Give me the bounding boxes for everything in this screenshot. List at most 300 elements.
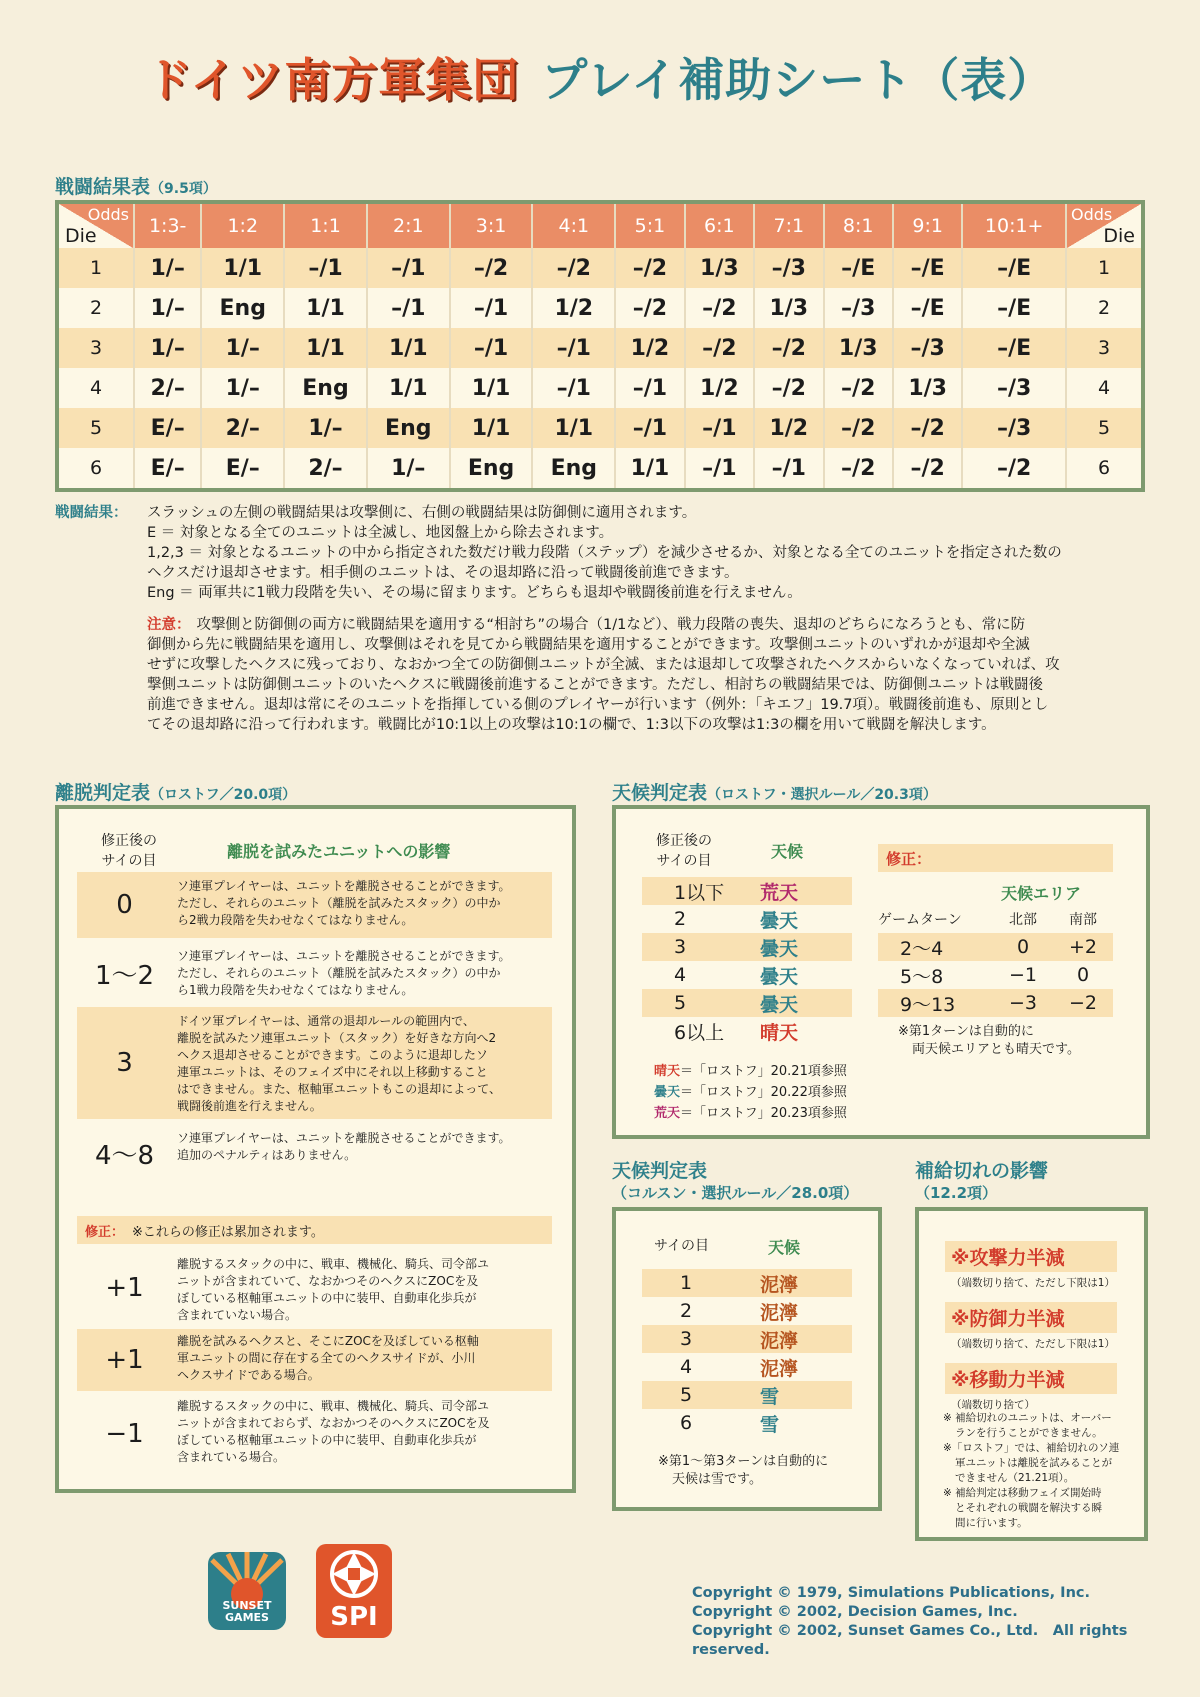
wr-mod-band: [878, 844, 1113, 872]
crt-result-cell: 1/1: [450, 368, 533, 408]
crt-corner-right: [1066, 202, 1143, 248]
crt-result-cell: Eng: [450, 448, 533, 490]
odds-column-7: 5:1: [615, 202, 684, 248]
disengage-mod-line: ニットが含まれていて、なおかつそのヘクスにZOCを及: [177, 1274, 479, 1288]
crt-result-cell: 1/–: [134, 328, 201, 368]
wk-note-line2: 天候は雪です。: [672, 1472, 762, 1487]
supply-note-line: 間に行います。: [955, 1517, 1028, 1529]
crt-result-cell: –/1: [754, 448, 823, 490]
note-line: 前進できません。退却は常にそのユニットを指揮している側のプレイヤーが行います（例外：「キエフ」19.7項）。戦闘後前進も、原則とし: [147, 697, 1049, 713]
disengage-row: [77, 1124, 552, 1182]
disengage-mod-value: +1: [105, 1345, 144, 1375]
disengage-mod-line: 軍ユニットの間に存在する全てのヘクスサイドが、小川: [177, 1351, 476, 1365]
crt-result-cell: –/2: [962, 448, 1066, 490]
wk-row: [642, 1409, 852, 1437]
crt-result-cell: –/2: [532, 248, 615, 288]
wr-col2-header: 天候: [771, 842, 804, 861]
crt-heading-ref: （9.5項）: [150, 181, 217, 197]
disengage-mod-text: [177, 1398, 547, 1466]
title-sub: プレイ補助シート（表）: [541, 53, 1055, 107]
crt-result-cell: –/E: [962, 248, 1066, 288]
crt-result-cell: E/–: [134, 408, 201, 448]
wr-row: [642, 877, 852, 905]
disengage-effect-line: ソ連軍プレイヤーは、ユニットを離脱させることができます。: [177, 949, 511, 963]
crt-result-cell: Eng: [201, 288, 284, 328]
disengage-mod-text: [177, 1256, 547, 1324]
die-label: Die: [65, 225, 97, 247]
crt-result-cell: –/1: [450, 288, 533, 328]
weather-korsun-heading: [612, 1160, 858, 1204]
wr-weather: 曇天: [760, 909, 799, 932]
weather-rostov-panel: [612, 805, 1150, 1139]
crt-result-cell: 1/1: [284, 328, 367, 368]
disengage-effect-line: 追加のペナルティはありません。: [177, 1148, 357, 1162]
disengage-col1-header: [89, 831, 169, 871]
crt-result-cell: 1/2: [615, 328, 684, 368]
odds-column-8: 6:1: [685, 202, 754, 248]
copyright-block: [692, 1584, 1200, 1660]
supply-note-line: ※ 補給切れのユニットは、オーバー: [943, 1412, 1112, 1424]
crt-result-cell: –/1: [532, 368, 615, 408]
supply-note-line: とそれぞれの戦闘を解決する瞬: [955, 1502, 1102, 1514]
disengage-effect-line: ソ連軍プレイヤーは、ユニットを離脱させることができます。: [177, 879, 511, 893]
disengage-row: [77, 942, 552, 1004]
wr-mod-note: [898, 1023, 1080, 1059]
crt-result-cell: –/2: [685, 288, 754, 328]
weather-rostov-heading-ref: （ロストフ・選択ルール／20.3項）: [707, 787, 937, 803]
crt-result-cell: –/2: [615, 248, 684, 288]
crt-result-cell: 1/1: [201, 248, 284, 288]
crt-row: [57, 408, 1143, 448]
odds-column-5: 3:1: [450, 202, 533, 248]
crt-result-cell: 1/–: [201, 368, 284, 408]
wr-row: [642, 933, 852, 961]
wr-weather: 曇天: [760, 937, 799, 960]
supply-note-line: できません（21.21項）。: [955, 1472, 1075, 1484]
wr-col1-line2: サイの目: [656, 853, 712, 869]
die-value-right: 5: [1066, 408, 1143, 448]
copyright-line: Copyright © 1979, Simulations Publications, Inc.: [692, 1585, 1091, 1601]
die-value: 4: [57, 368, 134, 408]
die-value-right: 6: [1066, 448, 1143, 490]
wk-weather: 泥濘: [760, 1357, 799, 1380]
weather-rostov-heading-text: 天候判定表: [612, 782, 708, 804]
disengage-effect-line: はできません。また、枢軸軍ユニットもこの退却によって、: [177, 1082, 502, 1096]
wr-roll: 4: [674, 964, 687, 986]
supply-heading: [915, 1160, 1048, 1204]
crt-result-cell: 1/1: [450, 408, 533, 448]
crt-result-cell: Eng: [284, 368, 367, 408]
crt-result-cell: 1/1: [615, 448, 684, 490]
crt-result-cell: Eng: [367, 408, 450, 448]
wr-row: [642, 989, 852, 1017]
crt-result-cell: –/E: [962, 328, 1066, 368]
disengage-mod-line: 含まれていない場合。: [177, 1308, 298, 1322]
odds-column-12: 10:1+: [962, 202, 1066, 248]
results-line: Eng ＝ 両軍共に1戦力段階を失い、その場に留まります。どちらも退却や戦闘後前進を行えません。: [147, 585, 802, 601]
crt-result-cell: –/2: [824, 408, 893, 448]
disengage-effect-line: ら1戦力段階を失わせなくてはなりません。: [177, 983, 414, 997]
wk-weather: 雪: [760, 1413, 780, 1436]
odds-column-4: 2:1: [367, 202, 450, 248]
supply-effect-label: ※防御力半減: [945, 1302, 1117, 1333]
wk-row: [642, 1297, 852, 1325]
wr-mod-cell: 0: [1076, 964, 1090, 986]
crt-result-cell: 1/2: [532, 288, 615, 328]
sunset-logo-line1: SUNSET: [222, 1599, 272, 1612]
disengage-row: [77, 872, 552, 938]
crt-result-cell: –/E: [893, 288, 962, 328]
wr-mod-cell: 2〜4: [900, 937, 944, 960]
disengage-effect: [177, 1013, 547, 1115]
wk-note: [658, 1453, 828, 1489]
crt-result-cell: 1/2: [754, 408, 823, 448]
crt-result-cell: 1/3: [754, 288, 823, 328]
wr-mod-rows: [878, 933, 1113, 1017]
results-line: 1,2,3 ＝ 対象となるユニットの中から指定された数だけ戦力段階（ステップ）を減少させるか、対象となる全てのユニットを指定された数の: [147, 545, 1062, 561]
copyright-line: Copyright © 2002, Sunset Games Co., Ltd. All rights reserved.: [692, 1623, 1128, 1658]
crt-result-cell: –/1: [367, 288, 450, 328]
die-value: 2: [57, 288, 134, 328]
disengage-effect-line: ただし、それらのユニット（離脱を試みたスタック）の中か: [177, 896, 501, 910]
weather-rostov-heading: [612, 778, 937, 805]
supply-effect: [945, 1241, 1117, 1290]
wk-col2-header: 天候: [768, 1238, 801, 1257]
disengage-mod-line: ニットが含まれておらず、なおかつそのヘクスにZOCを及: [177, 1416, 490, 1430]
crt-result-cell: –/E: [893, 248, 962, 288]
crt-result-cell: Eng: [532, 448, 615, 490]
disengage-mod-band: [77, 1216, 552, 1244]
disengage-heading-text: 離脱判定表: [55, 782, 151, 804]
supply-note-line: 軍ユニットは離脱を試みることが: [955, 1457, 1113, 1469]
disengage-effect-line: 連軍ユニットは、そのフェイズ中にそれ以上移動すること: [177, 1065, 488, 1079]
results-line: E ＝ 対象となる全てのユニットは全滅し、地図盤上から除去されます。: [147, 525, 614, 541]
crt-result-cell: 2/–: [284, 448, 367, 490]
crt-result-cell: –/2: [685, 328, 754, 368]
page-title: [0, 44, 1200, 110]
disengage-effect-line: ソ連軍プレイヤーは、ユニットを離脱させることができます。: [177, 1131, 511, 1145]
copyright-line: Copyright © 2002, Decision Games, Inc.: [692, 1604, 1018, 1620]
disengage-roll: 1〜2: [94, 960, 155, 991]
supply-notes: [943, 1411, 1119, 1531]
odds-label-right: Odds: [1071, 205, 1113, 224]
crt-result-cell: 1/–: [284, 408, 367, 448]
results-note: [147, 615, 1177, 735]
disengage-mod-line: 離脱するスタックの中に、戦車、機械化、騎兵、司令部ユ: [177, 1257, 490, 1271]
wr-row: [642, 905, 852, 933]
supply-effect: [945, 1302, 1117, 1351]
wk-row: [642, 1353, 852, 1381]
disengage-col2-header: 離脱を試みたユニットへの影響: [227, 842, 451, 861]
crt-result-cell: –/2: [754, 368, 823, 408]
wr-mod-col-turn: ゲームターン: [878, 912, 962, 928]
wr-mod-note-line2: 両天候エリアとも晴天です。: [912, 1042, 1080, 1057]
crt-result-cell: 1/3: [824, 328, 893, 368]
odds-column-6: 4:1: [532, 202, 615, 248]
crt-result-cell: 1/–: [367, 448, 450, 490]
crt-result-cell: 1/1: [367, 368, 450, 408]
crt-result-cell: –/3: [754, 248, 823, 288]
supply-panel: [915, 1207, 1148, 1541]
wr-ref-text: ＝「ロストフ」20.21項参照: [680, 1064, 847, 1079]
crt-result-cell: –/2: [893, 448, 962, 490]
supply-heading-text: 補給切れの影響: [915, 1160, 1049, 1182]
die-value-right: 1: [1066, 248, 1143, 288]
crt-result-cell: –/1: [367, 248, 450, 288]
odds-column-10: 8:1: [824, 202, 893, 248]
wk-weather: 泥濘: [760, 1329, 799, 1352]
crt-result-cell: –/1: [532, 328, 615, 368]
wr-rows: [642, 877, 852, 1045]
crt-result-cell: –/E: [962, 288, 1066, 328]
disengage-effect-line: ら2戦力段階を失わせなくてはなりません。: [177, 913, 414, 927]
disengage-mod-line: 離脱するスタックの中に、戦車、機械化、騎兵、司令部ユ: [177, 1399, 490, 1413]
crt-result-cell: –/2: [754, 328, 823, 368]
crt-result-cell: –/3: [962, 368, 1066, 408]
sunset-logo-line2: GAMES: [225, 1611, 269, 1624]
wr-row: [642, 961, 852, 989]
crt-row: [57, 368, 1143, 408]
crt-result-cell: 1/1: [367, 328, 450, 368]
wr-ref: [654, 1082, 847, 1103]
wr-area-label: 天候エリア: [1001, 884, 1082, 903]
crt-result-cell: –/1: [685, 448, 754, 490]
crt-result-cell: –/2: [450, 248, 533, 288]
die-value-right: 4: [1066, 368, 1143, 408]
wr-col1-header: [644, 831, 724, 871]
wr-roll: 6以上: [674, 1021, 725, 1044]
disengage-heading-ref: （ロストフ／20.0項）: [150, 787, 297, 803]
wr-mod-cell: 0: [1016, 936, 1030, 958]
disengage-effect-line: 離脱を試みたソ連軍ユニット（スタック）を好きな方向へ2: [177, 1031, 497, 1045]
wr-col1-line1: 修正後の: [656, 833, 712, 849]
supply-effect: [945, 1363, 1117, 1412]
supply-note-line: ランを行うことができません。: [955, 1427, 1103, 1439]
crt-result-cell: 1/3: [685, 248, 754, 288]
wr-ref-text: ＝「ロストフ」20.23項参照: [680, 1106, 847, 1121]
wk-roll: 4: [680, 1356, 693, 1378]
crt-result-cell: –/1: [685, 408, 754, 448]
wr-mod-row: [878, 989, 1113, 1017]
disengage-col1-line1: 修正後の: [101, 833, 157, 849]
crt-result-cell: –/2: [893, 408, 962, 448]
wr-roll: 2: [674, 908, 687, 930]
wr-mod-col-south: 南部: [1069, 912, 1097, 928]
disengage-effect: [177, 878, 547, 929]
disengage-mod-line: ヘクスサイドである場合。: [177, 1368, 320, 1382]
supply-note-line: ※ 補給判定は移動フェイズ開始時: [943, 1487, 1102, 1499]
wr-mod-cell: −1: [1008, 964, 1037, 986]
disengage-effect-line: ドイツ軍プレイヤーは、通常の退却ルールの範囲内で、: [177, 1014, 475, 1028]
disengage-mod-row: [77, 1394, 552, 1474]
die-value: 6: [57, 448, 134, 490]
disengage-panel: [55, 805, 576, 1493]
crt-result-cell: 1/–: [134, 248, 201, 288]
disengage-mod-note: ※これらの修正は累加されます。: [132, 1224, 324, 1240]
crt-row: [57, 288, 1143, 328]
wk-weather: 雪: [760, 1385, 780, 1408]
crt-corner-left: [57, 202, 134, 248]
odds-column-2: 1:2: [201, 202, 284, 248]
crt-row: [57, 248, 1143, 288]
supply-note-line: ※「ロストフ」では、補給切れのソ連: [943, 1442, 1120, 1454]
wk-row: [642, 1269, 852, 1297]
supply-effect-note: （端数切り捨て、ただし下限は1）: [951, 1277, 1115, 1289]
disengage-roll: 0: [116, 890, 133, 920]
wk-roll: 1: [680, 1272, 693, 1294]
supply-effects: [945, 1241, 1117, 1424]
disengage-mod-row: [77, 1252, 552, 1324]
weather-korsun-heading-text: 天候判定表: [612, 1160, 708, 1182]
odds-column-9: 7:1: [754, 202, 823, 248]
die-value-right: 3: [1066, 328, 1143, 368]
odds-column-1: 1:3-: [134, 202, 201, 248]
disengage-mod-value: −1: [105, 1419, 144, 1449]
results-lines: [147, 503, 1062, 603]
crt-result-cell: 1/3: [893, 368, 962, 408]
note-label: 注意：: [147, 617, 191, 633]
wr-mod-row: [878, 961, 1113, 989]
wr-mod-col-north: 北部: [1009, 912, 1037, 928]
disengage-effect: [177, 1130, 547, 1164]
note-line: てその退却路に沿って行われます。戦闘比が10:1以上の攻撃は10:1の欄で、1:3以下の攻撃は1:3の欄を用いて戦闘を解決します。: [147, 717, 996, 733]
crt-result-cell: –/1: [615, 408, 684, 448]
wr-refs: [654, 1061, 847, 1124]
wr-mod-cell: +2: [1068, 936, 1097, 958]
odds-label: Odds: [87, 205, 129, 224]
disengage-col1-line2: サイの目: [101, 853, 157, 869]
results-line: スラッシュの左側の戦闘結果は攻撃側に、右側の戦闘結果は防御側に適用されます。: [147, 505, 697, 521]
note-line: 御側から先に戦闘結果を適用し、攻撃側はそれを見てから戦闘結果を適用することができます。攻撃側ユニットのいずれかが退却や全滅: [147, 637, 1030, 653]
crt-result-cell: –/2: [824, 368, 893, 408]
sunset-logo-text: [208, 1600, 286, 1624]
crt-result-cell: –/3: [893, 328, 962, 368]
crt-row: [57, 448, 1143, 490]
wr-weather: 曇天: [760, 993, 799, 1016]
odds-column-3: 1:1: [284, 202, 367, 248]
wr-mod-cell: 5〜8: [900, 965, 944, 988]
disengage-mod-line: ぼしている枢軸軍ユニットの中に装甲、自動車化歩兵が: [177, 1433, 477, 1447]
wr-mod-label: 修正：: [886, 849, 932, 868]
wk-rows: [642, 1269, 852, 1437]
disengage-effect-line: ヘクス退却させることができます。このように退却したソ: [177, 1048, 488, 1062]
disengage-mod-text: [177, 1333, 547, 1384]
disengage-effect: [177, 948, 547, 999]
combat-results-table: [55, 200, 1145, 492]
wr-ref-weather: 荒天: [654, 1106, 681, 1121]
wr-mod-cell: 9〜13: [900, 993, 956, 1016]
crt-result-cell: –/1: [284, 248, 367, 288]
wr-ref: [654, 1103, 847, 1124]
wr-mod-cols: [878, 909, 1113, 929]
wr-mod-cell: −2: [1068, 992, 1097, 1014]
weather-korsun-heading-ref: （コルスン・選択ルール／28.0項）: [612, 1184, 859, 1202]
supply-effect-label: ※攻撃力半減: [945, 1241, 1117, 1272]
wr-ref-weather: 曇天: [654, 1085, 681, 1100]
die-value: 1: [57, 248, 134, 288]
wk-note-line1: ※第1〜第3ターンは自動的に: [658, 1454, 829, 1469]
disengage-mod-value: +1: [105, 1273, 144, 1303]
disengage-row: [77, 1007, 552, 1119]
note-lines: [147, 617, 1177, 735]
disengage-mod-row: [77, 1329, 552, 1391]
spi-aperture-icon: [316, 1544, 392, 1604]
wr-roll: 3: [674, 936, 687, 958]
wr-mod-note-line1: ※第1ターンは自動的に: [898, 1024, 1034, 1039]
die-value: 3: [57, 328, 134, 368]
disengage-roll: 4〜8: [94, 1140, 155, 1171]
wk-roll: 5: [680, 1384, 693, 1406]
supply-heading-ref: （12.2項）: [915, 1184, 998, 1202]
disengage-roll: 3: [116, 1048, 133, 1078]
title-main: ドイツ南方軍集団: [145, 53, 520, 107]
supply-effect-note: （端数切り捨て）: [951, 1399, 1035, 1411]
wr-ref-weather: 晴天: [654, 1064, 681, 1079]
wr-row: [642, 1017, 852, 1045]
die-value: 5: [57, 408, 134, 448]
results-label: 戦闘結果：: [55, 505, 128, 521]
wk-roll: 3: [680, 1328, 693, 1350]
wk-col1-header: サイの目: [654, 1238, 710, 1254]
crt-result-cell: 1/2: [685, 368, 754, 408]
crt-result-cell: 1/–: [201, 328, 284, 368]
crt-result-cell: 1/1: [284, 288, 367, 328]
wr-weather: 荒天: [760, 881, 799, 904]
odds-column-11: 9:1: [893, 202, 962, 248]
disengage-mod-line: 離脱を試みるヘクスと、そこにZOCを及ぼしている枢軸: [177, 1334, 479, 1348]
wr-ref: [654, 1061, 847, 1082]
crt-result-cell: –/2: [824, 448, 893, 490]
wr-mod-row: [878, 933, 1113, 961]
wk-row: [642, 1325, 852, 1353]
results-line: ヘクスだけ退却させます。相手側のユニットは、その退却路に沿って戦闘後前進できます。: [147, 565, 739, 581]
wr-weather: 曇天: [760, 965, 799, 988]
crt-row: [57, 328, 1143, 368]
note-line: 撃側ユニットは防御側ユニットのいたヘクスに戦闘後前進することができます。ただし、相討ちの戦闘結果では、防御側ユニットは戦闘後: [147, 677, 1043, 693]
crt-result-cell: 2/–: [201, 408, 284, 448]
weather-korsun-panel: [612, 1207, 882, 1511]
crt-result-cell: –/3: [824, 288, 893, 328]
crt-result-cell: 2/–: [134, 368, 201, 408]
wr-roll: 5: [674, 992, 687, 1014]
disengage-effect-line: ただし、それらのユニット（離脱を試みたスタック）の中か: [177, 966, 501, 980]
crt-result-cell: –/1: [450, 328, 533, 368]
wr-weather: 晴天: [760, 1021, 799, 1044]
crt-heading: [55, 172, 217, 199]
wk-weather: 泥濘: [760, 1301, 799, 1324]
disengage-mod-line: ぼしている枢軸軍ユニットの中に装甲、自動車化歩兵が: [177, 1291, 477, 1305]
crt-result-cell: E/–: [134, 448, 201, 490]
crt-result-cell: –/2: [615, 288, 684, 328]
crt-result-cell: 1/1: [532, 408, 615, 448]
crt-result-cell: E/–: [201, 448, 284, 490]
wk-row: [642, 1381, 852, 1409]
disengage-mod-line: 含まれている場合。: [177, 1450, 286, 1464]
wr-roll: 1以下: [674, 881, 725, 904]
crt-result-cell: –/3: [962, 408, 1066, 448]
note-line: 攻撃側と防御側の両方に戦闘結果を適用する“相討ち”の場合（1/1など）、戦力段階の喪失、退却のどちらになろうとも、常に防: [196, 617, 1026, 633]
note-line: せずに攻撃したヘクスに残っており、なおかつ全ての防御側ユニットが全滅、または退却して攻撃されたヘクスからいなくなっていれば、攻: [147, 657, 1060, 673]
crt-result-cell: 1/–: [134, 288, 201, 328]
disengage-mod-label: 修正：: [85, 1224, 125, 1240]
crt-heading-text: 戦闘結果表: [55, 176, 151, 198]
crt-result-cell: –/1: [615, 368, 684, 408]
die-label-right: Die: [1103, 225, 1135, 247]
disengage-heading: [55, 778, 296, 805]
spi-logo-text: SPI: [330, 1602, 378, 1632]
wr-ref-text: ＝「ロストフ」20.22項参照: [680, 1085, 847, 1100]
spi-logo: [316, 1544, 392, 1638]
